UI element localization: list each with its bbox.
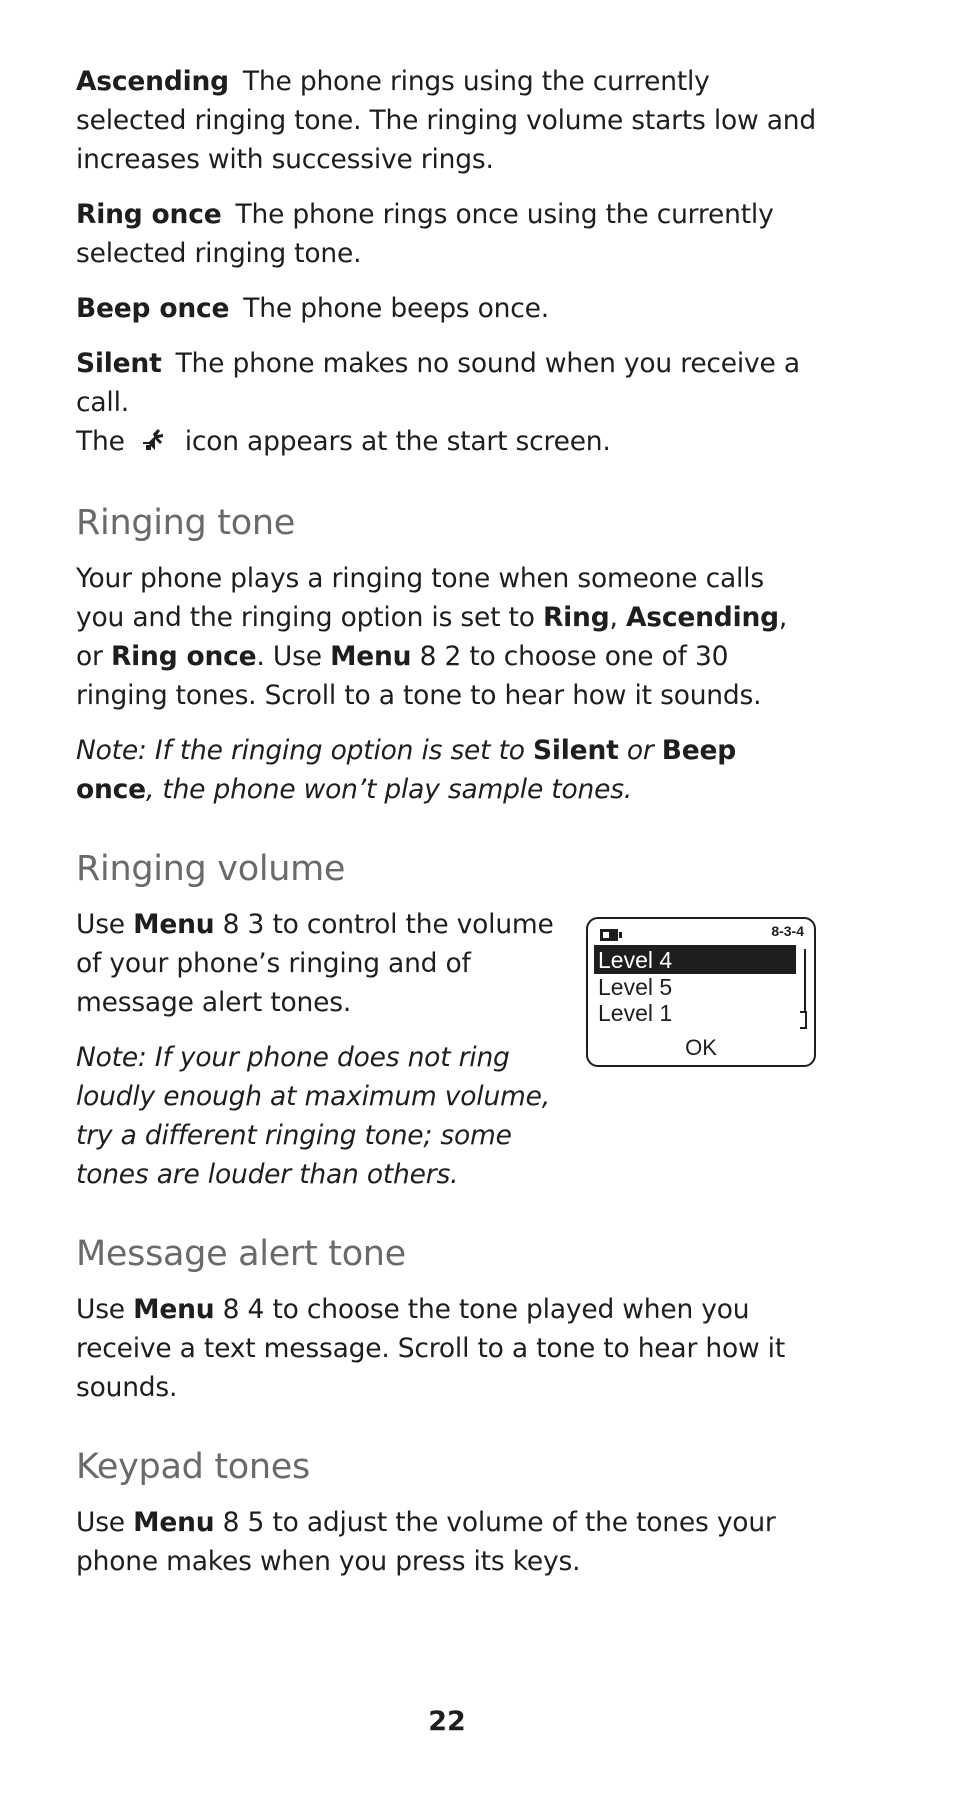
option-beep-once [76, 289, 816, 328]
option-term: Beep once [76, 293, 230, 324]
option-term: Silent [76, 348, 162, 379]
page-number: 22 [428, 1706, 466, 1737]
option-description: The phone rings using the currently selected ringing tone. The ringing volume starts low and increases with successive rings. [76, 66, 816, 175]
message-alert-paragraph [76, 1290, 816, 1407]
text: , the phone won’t play sample tones. [145, 774, 633, 805]
bold-term: Menu [330, 641, 412, 672]
option-description: The phone rings once using the currently selected ringing tone. [76, 199, 774, 269]
text: Use [76, 909, 125, 940]
level-item: Level 5 [598, 974, 673, 1000]
text: 8 5 to adjust the volume of the tones your phone makes when you press its keys. [76, 1507, 776, 1577]
scrollbar-icon [804, 949, 806, 1029]
text: 8 3 to control the volume of your phone’s ringing and of message alert tones. [76, 909, 554, 1018]
note-start-wrap [76, 1038, 556, 1194]
phone-screen-illustration [586, 917, 816, 1067]
ok-softkey: OK [685, 1035, 717, 1060]
heading-ringing-volume: Ringing volume [76, 849, 346, 889]
bold-term: Menu [133, 909, 215, 940]
text: Your phone plays a ringing tone when someone calls you and the ringing option is set to [76, 563, 764, 633]
level-item: Level 1 [598, 1000, 673, 1026]
menu-code: 8-3-4 [771, 923, 804, 939]
bold-term: Ascending [625, 602, 779, 633]
text: or [626, 735, 654, 766]
bold-term: Ring once [110, 641, 257, 672]
option-silent [76, 344, 816, 463]
battery-icon [600, 929, 618, 941]
ringing-volume-section [76, 905, 816, 1194]
bold-term: Silent [533, 735, 619, 766]
text: 8 2 to choose one of 30 ringing tones. Scroll to a tone to hear how it sounds. [76, 641, 762, 711]
option-description-cont: The [76, 426, 125, 457]
ringing-volume-paragraph [76, 905, 556, 1022]
text: , or [76, 602, 788, 672]
text: , [609, 602, 618, 633]
silent-mode-icon [141, 424, 167, 463]
heading-keypad-tones: Keypad tones [76, 1447, 310, 1487]
ringing-tone-note [76, 731, 816, 809]
text: Use [76, 1294, 125, 1325]
keypad-tones-paragraph [76, 1503, 816, 1581]
bold-term: Ring [542, 602, 610, 633]
option-description: The phone beeps once. [243, 293, 549, 324]
note-text: Note: If your phone does not ring loudly enough at maximum volume, try a different ringing tone; some tones are louder than others. [76, 1042, 551, 1190]
text: . Use [256, 641, 322, 672]
text: 8 4 to choose the tone played when you receive a text message. Scroll to a tone to hear how it sounds. [76, 1294, 786, 1403]
heading-ringing-tone: Ringing tone [76, 503, 295, 543]
option-term: Ring once [76, 199, 222, 230]
option-ascending [76, 62, 816, 179]
heading-message-alert-tone: Message alert tone [76, 1234, 406, 1274]
bold-term: Menu [133, 1294, 215, 1325]
text: Use [76, 1507, 125, 1538]
option-description-end: icon appears at the start screen. [184, 426, 611, 457]
manual-page [76, 62, 816, 1581]
option-term: Ascending [76, 66, 229, 97]
level-list [594, 945, 796, 1026]
bold-term: Beep once [76, 735, 737, 805]
level-item-selected: Level 4 [594, 945, 796, 974]
option-ring-once [76, 195, 816, 273]
ringing-tone-paragraph [76, 559, 816, 715]
option-description: The phone makes no sound when you receive a call. [76, 348, 800, 418]
bold-term: Menu [133, 1507, 215, 1538]
text: Note: If the ringing option is set to [76, 735, 525, 766]
